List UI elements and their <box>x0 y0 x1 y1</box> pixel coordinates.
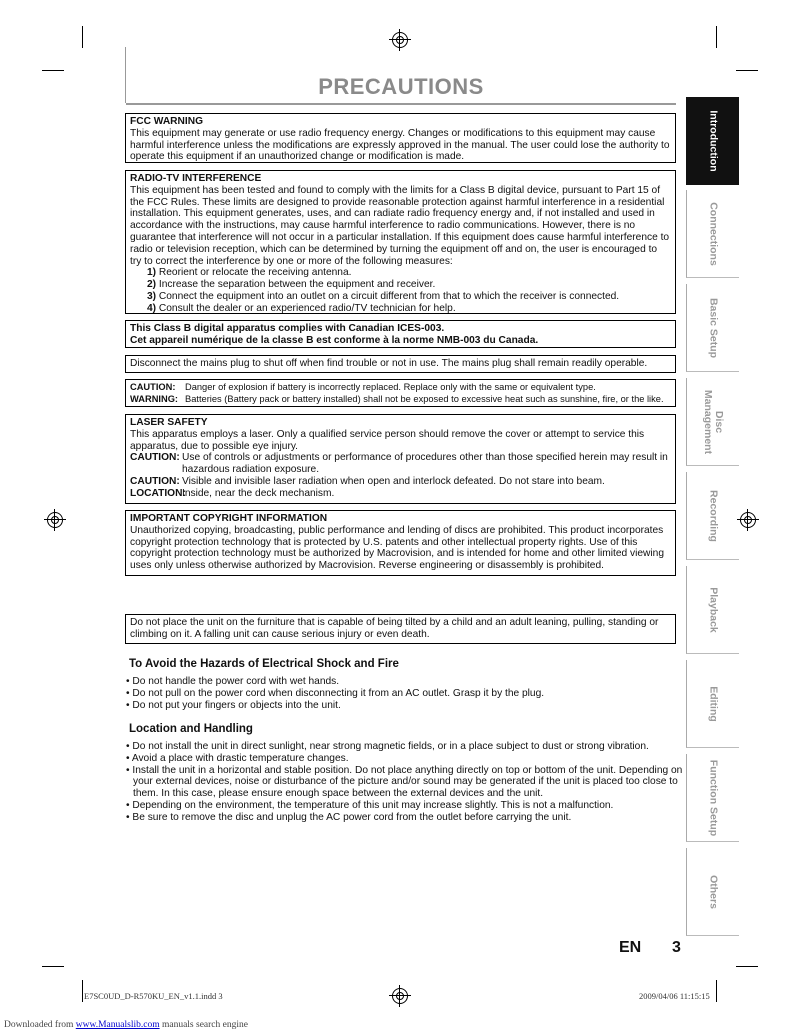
crop-mark <box>716 26 717 48</box>
title-rule <box>126 103 676 105</box>
shock-heading: To Avoid the Hazards of Electrical Shock and Fire <box>129 658 399 670</box>
list-item: • Do not pull on the power cord when disconnecting it from an AC outlet. Grasp it by the plug. <box>126 687 545 699</box>
battery-caution-row: CAUTION: Danger of explosion if battery is incorrectly replaced. Replace only with the same or equivalent type. <box>130 382 596 392</box>
fcc-warning-box <box>125 113 676 163</box>
crop-mark <box>42 70 64 71</box>
canada-compliance-box <box>125 320 676 348</box>
measure-item: 4) Consult the dealer or an experienced radio/TV technician for help. <box>147 302 456 314</box>
registration-mark-icon <box>47 512 63 528</box>
page-number: 3 <box>672 939 681 956</box>
crop-mark <box>82 980 83 1002</box>
laser-text: This apparatus employs a laser. Only a qualified service person should remove the cover or attempt to service this apparatus, due to possible eye injury. <box>130 428 645 452</box>
crop-mark <box>736 70 758 71</box>
radio-tv-box <box>125 170 676 314</box>
tab-introduction[interactable]: Introduction <box>686 97 739 185</box>
laser-location: LOCATION: Inside, near the deck mechanism. <box>130 487 335 499</box>
tab-playback[interactable]: Playback <box>686 566 739 654</box>
tab-others[interactable]: Others <box>686 848 739 936</box>
footer-file: E7SC0UD_D-R570KU_EN_v1.1.indd 3 <box>84 991 223 1001</box>
page-title: PRECAUTIONS <box>318 74 484 99</box>
copyright-heading: IMPORTANT COPYRIGHT INFORMATION <box>130 513 328 524</box>
crop-mark <box>736 966 758 967</box>
laser-caution-1: CAUTION: Use of controls or adjustments or performance of procedures other than those specified herein may result in hazardous radiation exposure. <box>130 452 668 476</box>
footer-date: 2009/04/06 11:15:15 <box>639 991 710 1001</box>
manualslib-link[interactable]: www.Manualslib.com <box>75 1020 160 1030</box>
tab-function-setup[interactable]: Function Setup <box>686 754 739 842</box>
fcc-heading: FCC WARNING <box>130 116 204 127</box>
list-item: • Do not handle the power cord with wet hands. <box>126 676 340 687</box>
measure-item: 3) Connect the equipment into an outlet on a circuit different from that to which the receiver is connected. <box>147 290 620 302</box>
measure-item: 2) Increase the separation between the equipment and receiver. <box>147 279 436 291</box>
measures-list <box>130 267 670 314</box>
tab-basic-setup[interactable]: Basic Setup <box>686 284 739 372</box>
registration-mark-icon <box>740 512 756 528</box>
shock-list <box>125 676 685 711</box>
list-item: • Install the unit in a horizontal and stable position. Do not place anything directly on top or bottom of the unit. Depending on your external devices, noise or disturbance of the picture and/or sound may be generated if the unit is placed too close to them. In this case, please ensure enough space between the external devices and the unit. <box>126 764 683 800</box>
crop-mark <box>716 980 717 1002</box>
tab-recording[interactable]: Recording <box>686 472 739 560</box>
tab-disc-management[interactable]: Disc Management <box>686 378 739 466</box>
tab-connections[interactable]: Connections <box>686 190 739 278</box>
list-item: • Do not put your fingers or objects into the unit. <box>126 699 341 711</box>
battery-warning-row: WARNING: Batteries (Battery pack or battery installed) shall not be exposed to excessive heat such as sunshine, fire, or the like. <box>130 393 664 404</box>
mains-text: Disconnect the mains plug to shut off when find trouble or not in use. The mains plug shall remain readily operable. <box>130 358 648 369</box>
registration-mark-icon <box>392 988 408 1004</box>
download-note: Downloaded from www.Manualslib.com manuals search engine <box>4 1020 248 1030</box>
tab-editing[interactable]: Editing <box>686 660 739 748</box>
registration-mark-icon <box>392 32 408 48</box>
fcc-text: This equipment may generate or use radio frequency energy. Changes or modifications to this equipment may cause harmful interference unless the modifications are expressly approved in the manual. The user could lose the authority to operate this equipment if an unauthorized change or modification is made. <box>130 127 670 163</box>
canada-line-en: This Class B digital apparatus complies with Canadian ICES-003. <box>130 323 445 334</box>
battery-caution-box <box>125 379 676 407</box>
copyright-box <box>125 510 676 576</box>
radio-heading: RADIO-TV INTERFERENCE <box>130 173 262 184</box>
crop-mark <box>82 26 83 48</box>
list-item: • Be sure to remove the disc and unplug the AC power cord from the outlet before carrying the unit. <box>126 811 572 823</box>
list-item: • Depending on the environment, the temperature of this unit may increase slightly. This is not a malfunction. <box>126 799 614 811</box>
tilt-text: Do not place the unit on the furniture that is capable of being tilted by a child and an adult leaning, pulling, standing or climbing on it. A falling unit can cause serious injury or even death. <box>130 617 659 640</box>
laser-heading: LASER SAFETY <box>130 417 208 428</box>
laser-caution-2: CAUTION: Visible and invisible laser radiation when open and interlock defeated. Do not stare into beam. <box>130 475 605 487</box>
page-lang: EN <box>619 939 642 956</box>
tilt-warning-box <box>125 614 676 644</box>
crop-mark <box>42 966 64 967</box>
list-item: • Do not install the unit in direct sunlight, near strong magnetic fields, or in a place subject to dust or strong vibration. <box>126 741 649 752</box>
canada-line-fr: Cet appareil numérique de la classe B est conforme à la norme NMB-003 du Canada. <box>130 334 539 346</box>
radio-text: This equipment has been tested and found to comply with the limits for a Class B digital device, pursuant to Part 15 of the FCC Rules. These limits are designed to provide reasonable protection against harmful interference in a residential installation. This equipment generates, uses, and can radiate radio frequency energy and, if not installed and used in accordance with the instructions, may cause harmful interference to radio communications. However, there is no guarantee that interference will not occur in a particular installation. If this equipment does cause harmful interference to radio or television reception, which can be determined by turning the equipment off and on, the user is encouraged to try to correct the interference by one or more of the following measures: <box>130 184 670 267</box>
laser-safety-box <box>125 414 676 504</box>
measure-item: 1) Reorient or relocate the receiving antenna. <box>147 267 352 279</box>
list-item: • Avoid a place with drastic temperature changes. <box>126 752 349 764</box>
copyright-text: Unauthorized copying, broadcasting, public performance and lending of discs are prohibited. This product incorporates copyright protection technology that is protected by U.S. patents and other intellectual property rights. Use of this copyright protection technology must be authorized by Macrovision, and is intended for home and other limited viewing uses only unless otherwise authorized by Macrovision. Reverse engineering or disassembly is prohibited. <box>130 524 665 572</box>
mains-plug-box <box>125 355 676 373</box>
location-heading: Location and Handling <box>129 723 253 735</box>
location-list <box>125 741 685 824</box>
